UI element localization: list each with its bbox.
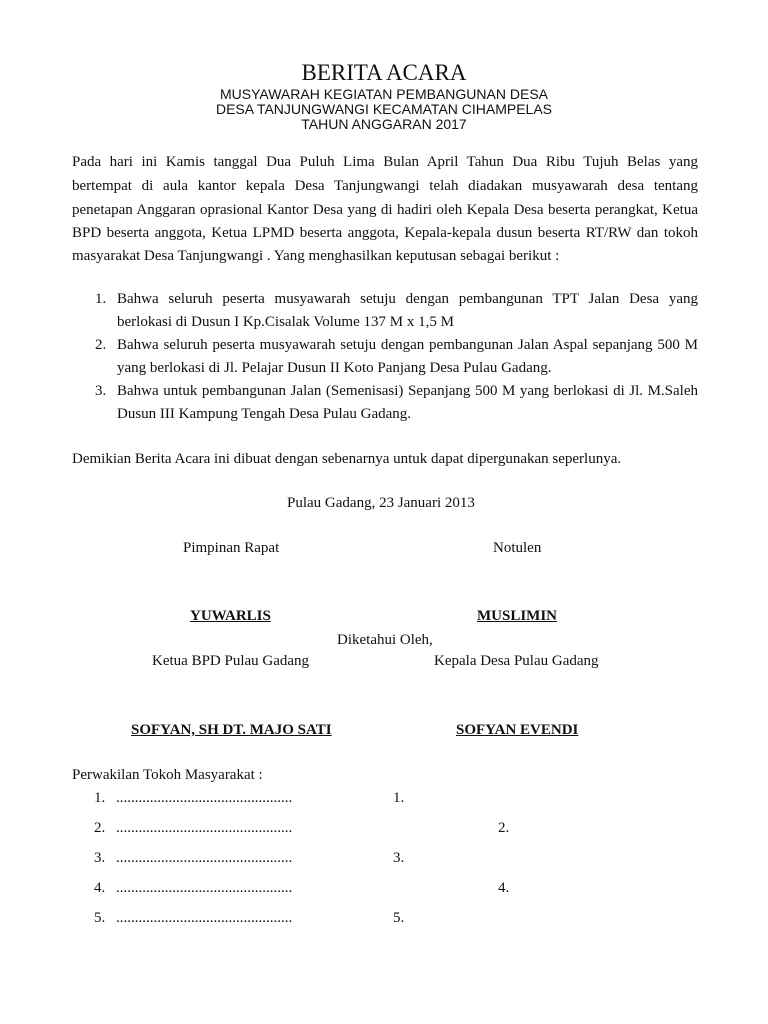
place-date: Pulau Gadang, 23 Januari 2013	[287, 495, 475, 511]
paragraph-line: BPD beserta anggota, Ketua LPMD beserta anggota, Kepala-kepala dusun beserta RT/RW dan tokoh	[72, 225, 698, 241]
right-role: Notulen	[493, 540, 542, 556]
left-role: Pimpinan Rapat	[183, 540, 280, 556]
representatives-label: Perwakilan Tokoh Masyarakat :	[72, 767, 263, 783]
paragraph-line: masyarakat Desa Tanjungwangi . Yang menghasilkan keputusan sebagai berikut :	[72, 248, 560, 264]
right-row-number: 4.	[498, 880, 510, 896]
subtitle: DESA TANJUNGWANGI KECAMATAN CIHAMPELAS	[215, 101, 553, 117]
right-signatory-name-2: SOFYAN EVENDI	[456, 722, 579, 738]
list-number: 1.	[95, 291, 107, 307]
list-item-line: Bahwa seluruh peserta musyawarah setuju dengan pembangunan TPT Jalan Desa yang	[117, 291, 698, 307]
list-number: 2.	[95, 337, 107, 353]
right-row-number: 3.	[393, 850, 405, 866]
row-number: 2.	[94, 820, 106, 836]
signature-line: ...............................................	[116, 880, 293, 896]
list-number: 3.	[95, 383, 107, 399]
right-row-number: 5.	[393, 910, 405, 926]
row-number: 1.	[94, 790, 106, 806]
paragraph-line: Pada hari ini Kamis tanggal Dua Puluh Lima Bulan April Tahun Dua Ribu Tujuh Belas yang	[72, 154, 698, 170]
subtitle: TAHUN ANGGARAN 2017	[301, 116, 467, 132]
left-signatory-name: YUWARLIS	[190, 608, 271, 624]
list-item-line: Dusun III Kampung Tengah Desa Pulau Gadang.	[117, 406, 412, 422]
signature-line: ...............................................	[116, 910, 293, 926]
left-signatory-name-2: SOFYAN, SH DT. MAJO SATI	[131, 722, 332, 738]
list-item-line: Bahwa seluruh peserta musyawarah setuju dengan pembangunan Jalan Aspal sepanjang 500 M	[117, 337, 698, 353]
paragraph-line: penetapan Anggaran oprasional Kantor Desa yang di hadiri oleh Kepala Desa beserta perangkat, Ketua	[72, 202, 698, 218]
list-item-line: yang berlokasi di Jl. Pelajar Dusun II Koto Panjang Desa Pulau Gadang.	[117, 360, 552, 376]
closing-statement: Demikian Berita Acara ini dibuat dengan sebenarnya untuk dapat dipergunakan seperlunya.	[72, 451, 622, 467]
acknowledged-label: Diketahui Oleh,	[337, 632, 433, 648]
document-title: BERITA ACARA	[301, 60, 467, 85]
signature-line: ...............................................	[116, 790, 293, 806]
row-number: 5.	[94, 910, 106, 926]
list-item-line: berlokasi di Dusun I Kp.Cisalak Volume 137 M x 1,5 M	[117, 314, 454, 330]
right-row-number: 2.	[498, 820, 510, 836]
right-signatory-name: MUSLIMIN	[477, 608, 558, 624]
row-number: 3.	[94, 850, 106, 866]
signature-line: ...............................................	[116, 850, 293, 866]
paragraph-line: bertempat di aula kantor kepala Desa Tanjungwangi telah diadakan musyawarah desa tentang	[72, 178, 698, 194]
subtitle: MUSYAWARAH KEGIATAN PEMBANGUNAN DESA	[219, 86, 548, 102]
left-role-2: Ketua BPD Pulau Gadang	[152, 653, 310, 669]
signature-line: ...............................................	[116, 820, 293, 836]
list-item-line: Bahwa untuk pembangunan Jalan (Semenisasi) Sepanjang 500 M yang berlokasi di Jl. M.Saleh	[117, 383, 698, 399]
right-row-number: 1.	[393, 790, 405, 806]
right-role-2: Kepala Desa Pulau Gadang	[434, 653, 599, 669]
row-number: 4.	[94, 880, 106, 896]
